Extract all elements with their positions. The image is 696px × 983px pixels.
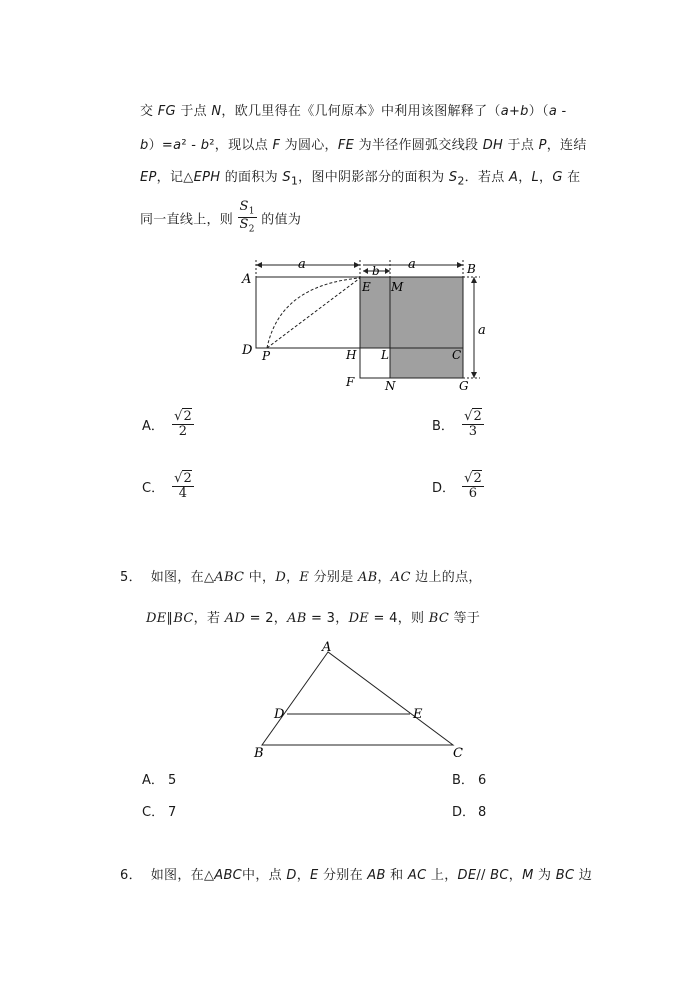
option-numerator: 2 bbox=[473, 471, 482, 486]
label-a-right: a bbox=[408, 257, 416, 272]
text: 中，点 bbox=[242, 868, 287, 883]
label-D: D bbox=[274, 707, 285, 722]
parallel-symbol: ∥ bbox=[166, 611, 174, 626]
label-B: B bbox=[254, 746, 264, 761]
option-label: B． bbox=[432, 419, 454, 435]
math-var: DH bbox=[482, 138, 504, 153]
math-var: F bbox=[272, 138, 281, 153]
text: 为 bbox=[533, 868, 556, 883]
q5-option-a[interactable] bbox=[142, 769, 176, 788]
option-label: A． bbox=[142, 419, 164, 435]
math-var: b bbox=[200, 138, 210, 153]
text: ）（ bbox=[528, 104, 549, 119]
q5-option-c[interactable] bbox=[142, 801, 176, 820]
text: ， bbox=[508, 868, 523, 883]
label-H: H bbox=[346, 348, 357, 362]
text: 的面积为 bbox=[220, 170, 283, 185]
math-var: M bbox=[522, 868, 534, 883]
text: 同一直线上，则 bbox=[140, 212, 238, 228]
math-var: AB bbox=[287, 611, 307, 626]
math-var: S bbox=[448, 170, 458, 185]
q4-option-d[interactable] bbox=[432, 472, 484, 502]
math-var: AC bbox=[390, 570, 411, 585]
math-var: E bbox=[299, 570, 310, 585]
text: // bbox=[476, 868, 491, 883]
text: 于点 bbox=[175, 104, 212, 119]
text: = 2， bbox=[245, 611, 288, 626]
option-value: 6 bbox=[478, 773, 487, 788]
math-var: L bbox=[531, 170, 540, 185]
q5-text-line-2 bbox=[146, 607, 480, 626]
option-fraction: $\frac{√2}{3}$ bbox=[464, 409, 482, 440]
label-L: L bbox=[381, 348, 389, 362]
text: ）= bbox=[148, 138, 174, 153]
label-D: D bbox=[242, 343, 253, 358]
text: 分别在 bbox=[318, 868, 368, 883]
option-label: C． bbox=[142, 805, 165, 820]
option-value: 8 bbox=[478, 805, 487, 820]
math-var: ABC bbox=[214, 868, 243, 883]
option-denominator: 3 bbox=[468, 424, 478, 440]
text: 在 bbox=[562, 170, 581, 185]
option-denominator: 4 bbox=[178, 486, 188, 502]
text: ，连结 bbox=[546, 138, 587, 153]
option-numerator: 2 bbox=[183, 471, 192, 486]
numerator-sub: 1 bbox=[248, 206, 255, 217]
q4-option-b[interactable] bbox=[432, 410, 484, 440]
arrowhead bbox=[256, 262, 262, 268]
text: ² - bbox=[181, 138, 201, 153]
option-value: 7 bbox=[168, 805, 177, 820]
text: ， bbox=[286, 570, 300, 585]
label-E: E bbox=[362, 280, 371, 294]
math-var: AB bbox=[367, 868, 386, 883]
option-numerator: 2 bbox=[183, 409, 192, 424]
text: 等于 bbox=[449, 611, 481, 626]
arrowhead bbox=[363, 268, 368, 274]
text: 和 bbox=[385, 868, 408, 883]
q4-text-line-2 bbox=[140, 134, 587, 153]
option-value: 5 bbox=[168, 773, 177, 788]
math-var: D bbox=[275, 570, 287, 585]
text: 分别是 bbox=[309, 570, 358, 585]
math-var: BC bbox=[428, 611, 450, 626]
math-var: FG bbox=[157, 104, 176, 119]
math-var: EPH bbox=[193, 170, 221, 185]
text: ， bbox=[377, 570, 391, 585]
option-denominator: 2 bbox=[178, 424, 188, 440]
option-fraction: $\frac{√2}{4}$ bbox=[174, 471, 192, 502]
label-E: E bbox=[413, 707, 423, 722]
option-label: D． bbox=[432, 481, 456, 497]
arrowhead bbox=[457, 262, 463, 268]
text: ， bbox=[296, 868, 311, 883]
label-B: B bbox=[467, 262, 476, 276]
label-a-left: a bbox=[298, 257, 306, 272]
label-M: M bbox=[391, 280, 404, 294]
arrowhead bbox=[471, 277, 477, 283]
subscript: 1 bbox=[290, 174, 299, 188]
shaded-region-top bbox=[360, 277, 463, 348]
q5-text-line-1 bbox=[120, 566, 482, 585]
q6-text-line-1 bbox=[120, 864, 592, 883]
question-number: 5． bbox=[120, 570, 142, 585]
option-fraction: $\frac{√2}{6}$ bbox=[464, 471, 482, 502]
segment-ep bbox=[267, 278, 360, 348]
text: 的值为 bbox=[261, 212, 302, 228]
math-var: a+b bbox=[500, 104, 529, 119]
denominator: S bbox=[239, 217, 249, 233]
text: ，记△ bbox=[156, 170, 194, 185]
text: ，若 bbox=[193, 611, 225, 626]
text: 为圆心， bbox=[280, 138, 338, 153]
q5-option-d[interactable] bbox=[452, 801, 486, 820]
text: 如图，在△ bbox=[150, 570, 215, 585]
math-var: FE bbox=[337, 138, 355, 153]
q4-text-line-1 bbox=[140, 100, 567, 119]
label-P: P bbox=[262, 349, 271, 363]
text: 中， bbox=[244, 570, 276, 585]
label-A: A bbox=[322, 640, 332, 655]
math-var: BC bbox=[555, 868, 575, 883]
math-var: a bbox=[548, 104, 558, 119]
arrowhead bbox=[471, 372, 477, 378]
math-var: AD bbox=[224, 611, 246, 626]
label-b: b bbox=[372, 264, 380, 278]
text: ．若点 bbox=[464, 170, 509, 185]
text: 边 bbox=[574, 868, 593, 883]
text: ²，现以点 bbox=[209, 138, 273, 153]
text: ，图中阴影部分的面积为 bbox=[298, 170, 449, 185]
text: 于点 bbox=[503, 138, 539, 153]
text: ， bbox=[518, 170, 532, 185]
text: 为半径作圆弧交线段 bbox=[354, 138, 483, 153]
option-label: D． bbox=[452, 805, 476, 820]
arrowhead bbox=[354, 262, 360, 268]
q5-option-b[interactable] bbox=[452, 769, 486, 788]
option-fraction: $\frac{√2}{2}$ bbox=[174, 409, 192, 440]
math-var: AB bbox=[357, 570, 378, 585]
label-A: A bbox=[242, 272, 252, 287]
math-var: DE bbox=[348, 611, 370, 626]
q4-option-a[interactable] bbox=[142, 410, 194, 440]
math-var: BC bbox=[490, 868, 509, 883]
math-var: EP bbox=[140, 170, 157, 185]
option-label: B． bbox=[452, 773, 474, 788]
math-var: a bbox=[173, 138, 182, 153]
question-number: 6． bbox=[120, 868, 142, 883]
text: - bbox=[557, 104, 567, 119]
text: = 3， bbox=[306, 611, 349, 626]
label-C: C bbox=[453, 746, 463, 761]
math-var: G bbox=[552, 170, 563, 185]
math-var: S bbox=[282, 170, 291, 185]
text: ， bbox=[539, 170, 553, 185]
math-var: ABC bbox=[214, 570, 245, 585]
text: 如图，在△ bbox=[150, 868, 215, 883]
option-label: C． bbox=[142, 481, 165, 497]
math-var: D bbox=[286, 868, 297, 883]
label-a-vertical: a bbox=[478, 323, 486, 338]
option-numerator: 2 bbox=[473, 409, 482, 424]
math-var: P bbox=[538, 138, 547, 153]
q4-figure bbox=[236, 254, 496, 394]
text: 上， bbox=[426, 868, 458, 883]
q5-figure bbox=[250, 636, 470, 762]
label-N: N bbox=[385, 379, 396, 393]
label-C: C bbox=[452, 348, 462, 362]
label-G: G bbox=[459, 379, 469, 393]
math-var: DE bbox=[146, 611, 167, 626]
arrowhead bbox=[385, 268, 390, 274]
option-denominator: 6 bbox=[468, 486, 478, 502]
option-label: A． bbox=[142, 773, 164, 788]
math-var: BC bbox=[173, 611, 194, 626]
math-var: DE bbox=[457, 868, 477, 883]
math-var: AC bbox=[407, 868, 427, 883]
text: = 4，则 bbox=[369, 611, 429, 626]
math-var: N bbox=[211, 104, 222, 119]
numerator: S bbox=[239, 199, 249, 214]
math-var: A bbox=[508, 170, 519, 185]
text: 交 bbox=[140, 104, 158, 119]
q4-text-line-4 bbox=[140, 200, 301, 236]
math-var: E bbox=[310, 868, 319, 883]
subscript: 2 bbox=[457, 174, 465, 188]
s1-over-s2-fraction bbox=[238, 200, 257, 236]
math-var: b bbox=[140, 138, 149, 153]
q4-option-c[interactable] bbox=[142, 472, 194, 502]
text: ，欧几里得在《几何原本》中利用该图解释了（ bbox=[221, 104, 501, 119]
denominator-sub: 2 bbox=[248, 225, 255, 236]
text: 边上的点， bbox=[410, 570, 482, 585]
triangle-abc bbox=[262, 652, 453, 745]
q4-text-line-3 bbox=[140, 166, 580, 188]
label-F: F bbox=[346, 375, 355, 389]
